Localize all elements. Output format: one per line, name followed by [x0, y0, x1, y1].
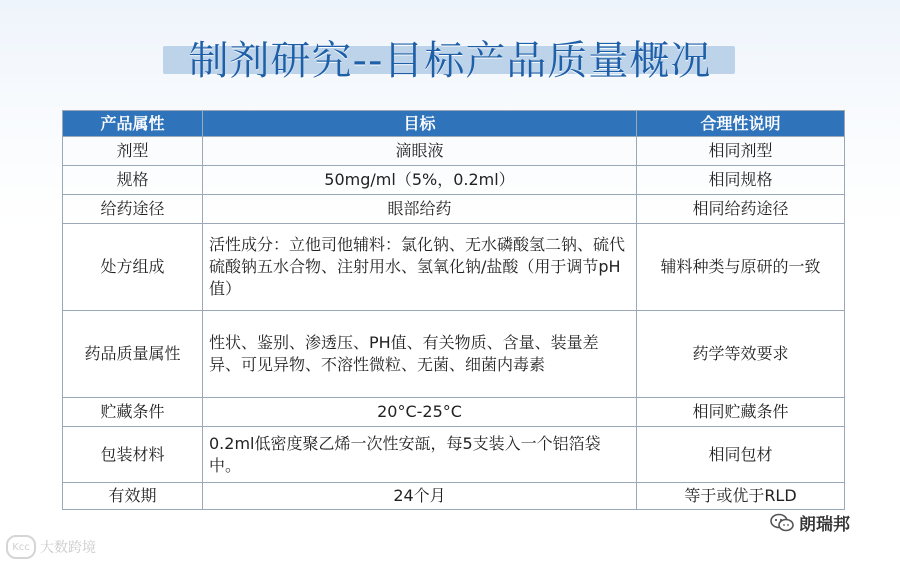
- cell-target: 眼部给药: [203, 195, 637, 224]
- table-row: [63, 398, 845, 427]
- table-row: [63, 224, 845, 311]
- table-row: [63, 166, 845, 195]
- table-row: [63, 137, 845, 166]
- cell-rationale: 相同包材: [637, 427, 845, 483]
- wechat-icon: [770, 513, 794, 533]
- watermark-logo-icon: Kᴄᴄ: [6, 535, 36, 559]
- cell-target: 0.2ml低密度聚乙烯一次性安瓿，每5支装入一个铝箔袋中。: [203, 427, 637, 483]
- cell-target: 20°C-25°C: [203, 398, 637, 427]
- cell-attribute: 给药途径: [63, 195, 203, 224]
- cell-attribute: 规格: [63, 166, 203, 195]
- cell-target: 活性成分：立他司他辅料：氯化钠、无水磷酸氢二钠、硫代硫酸钠五水合物、注射用水、氢氧化钠/盐酸（用于调节pH值）: [203, 224, 637, 311]
- watermark-right: [770, 510, 850, 535]
- header-target: 目标: [203, 111, 637, 137]
- table-header-row: [63, 111, 845, 137]
- cell-rationale: 药学等效要求: [637, 311, 845, 398]
- cell-rationale: 相同剂型: [637, 137, 845, 166]
- cell-attribute: 包装材料: [63, 427, 203, 483]
- cell-attribute: 贮藏条件: [63, 398, 203, 427]
- table-row: [63, 427, 845, 483]
- table-row: [63, 483, 845, 510]
- cell-rationale: 相同给药途径: [637, 195, 845, 224]
- cell-rationale: 相同贮藏条件: [637, 398, 845, 427]
- cell-target: 性状、鉴别、渗透压、PH值、有关物质、含量、装量差异、可见异物、不溶性微粒、无菌、细菌内毒素: [203, 311, 637, 398]
- watermark-right-text: 朗瑞邦: [799, 515, 850, 535]
- cell-target: 24个月: [203, 483, 637, 510]
- cell-rationale: 相同规格: [637, 166, 845, 195]
- header-rationale: 合理性说明: [637, 111, 845, 137]
- watermark-left-text: 大数跨境: [40, 540, 96, 556]
- cell-attribute: 处方组成: [63, 224, 203, 311]
- table-row: [63, 195, 845, 224]
- title-area: [0, 22, 900, 92]
- cell-attribute: 药品质量属性: [63, 311, 203, 398]
- watermark-left: [6, 535, 96, 559]
- cell-attribute: 有效期: [63, 483, 203, 510]
- cell-rationale: 等于或优于RLD: [637, 483, 845, 510]
- page-title: 制剂研究--目标产品质量概况: [188, 37, 712, 84]
- cell-rationale: 辅料种类与原研的一致: [637, 224, 845, 311]
- cell-target: 滴眼液: [203, 137, 637, 166]
- table-row: [63, 311, 845, 398]
- quality-profile-table: [62, 110, 845, 510]
- header-attribute: 产品属性: [63, 111, 203, 137]
- cell-target: 50mg/ml（5%，0.2ml）: [203, 166, 637, 195]
- cell-attribute: 剂型: [63, 137, 203, 166]
